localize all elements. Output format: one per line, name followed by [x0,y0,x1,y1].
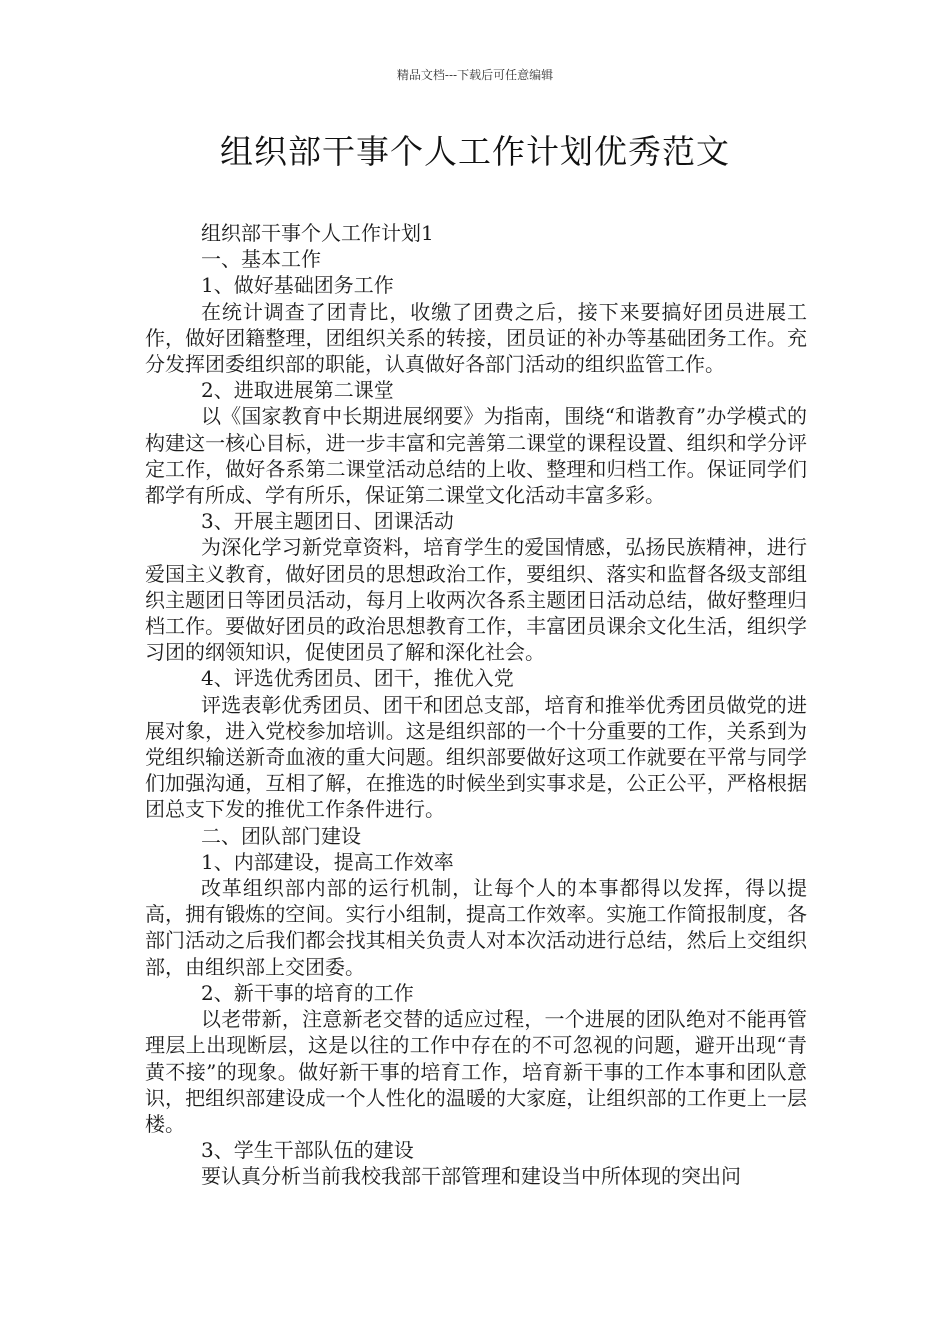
header-note: 精品文档---下载后可任意编辑 [396,68,554,82]
subsection-heading: 3、开展主题团日、团课活动 [201,509,454,534]
body-paragraph: 以《国家教育中长期进展纲要》为指南，围绕“和谐教育”办学模式的构建这一核心目标，进一步丰富和完善第二课堂的课程设置、组织和学分评定工作，做好各系第二课堂活动总结的上收、整理和归档工作。保证同学们都学有所成、学有所乐，保证第二课堂文化活动丰富多彩。 [145,404,807,508]
section-heading-basic-work: 一、基本工作 [201,247,321,272]
subsection-heading: 1、内部建设，提高工作效率 [201,849,454,874]
section-heading-team-building: 二、团队部门建设 [201,823,361,848]
body-paragraph: 评选表彰优秀团员、团干和团总支部，培育和推举优秀团员做党的进展对象，进入党校参加培训。这是组织部的一个十分重要的工作，关系到为党组织输送新奇血液的重大问题。组织部要做好这项工作就要在平常与同学们加强沟通，互相了解，在推选的时候坐到实事求是，公正公平，严格根据团总支下发的推优工作条件进行。 [145,692,807,822]
document-body [145,220,807,1190]
body-paragraph: 改革组织部内部的运行机制，让每个人的本事都得以发挥，得以提高，拥有锻炼的空间。实行小组制，提高工作效率。实施工作简报制度，各部门活动之后我们都会找其相关负责人对本次活动进行总结，然后上交组织部，由组织部上交团委。 [145,876,807,979]
body-paragraph: 以老带新，注意新老交替的适应过程，一个进展的团队绝对不能再管理层上出现断层，这是以往的工作中存在的不可忽视的问题，避开出现“青黄不接”的现象。做好新干事的培育工作，培育新干事的工作本事和团队意识，把组织部建设成一个人性化的温暖的大家庭，让组织部的工作更上一层楼。 [145,1007,807,1136]
subsection-heading: 2、进取进展第二课堂 [201,378,394,403]
subsection-heading: 2、新干事的培育的工作 [201,980,414,1005]
body-paragraph: 为深化学习新党章资料，培育学生的爱国情感，弘扬民族精神，进行爱国主义教育，做好团员的思想政治工作，要组织、落实和监督各级支部组织主题团日等团员活动，每月上收两次各系主题团日活动总结，做好整理归档工作。要做好团员的政治思想教育工作，丰富团员课余文化生活，组织学习团的纲领知识，促使团员了解和深化社会。 [145,535,807,665]
body-paragraph: 在统计调查了团青比，收缴了团费之后，接下来要搞好团员进展工作，做好团籍整理，团组织关系的转接，团员证的补办等基础团务工作。充分发挥团委组织部的职能，认真做好各部门活动的组织监管工作。 [145,299,807,377]
subsection-heading: 4、评选优秀团员、团干，推优入党 [201,666,514,691]
body-paragraph: 要认真分析当前我校我部干部管理和建设当中所体现的突出问 [201,1164,741,1189]
subsection-heading: 3、学生干部队伍的建设 [201,1138,414,1163]
document-title: 组织部干事个人工作计划优秀范文 [220,132,730,171]
subsection-heading: 1、做好基础团务工作 [201,273,394,298]
plan-heading: 组织部干事个人工作计划1 [201,221,434,245]
